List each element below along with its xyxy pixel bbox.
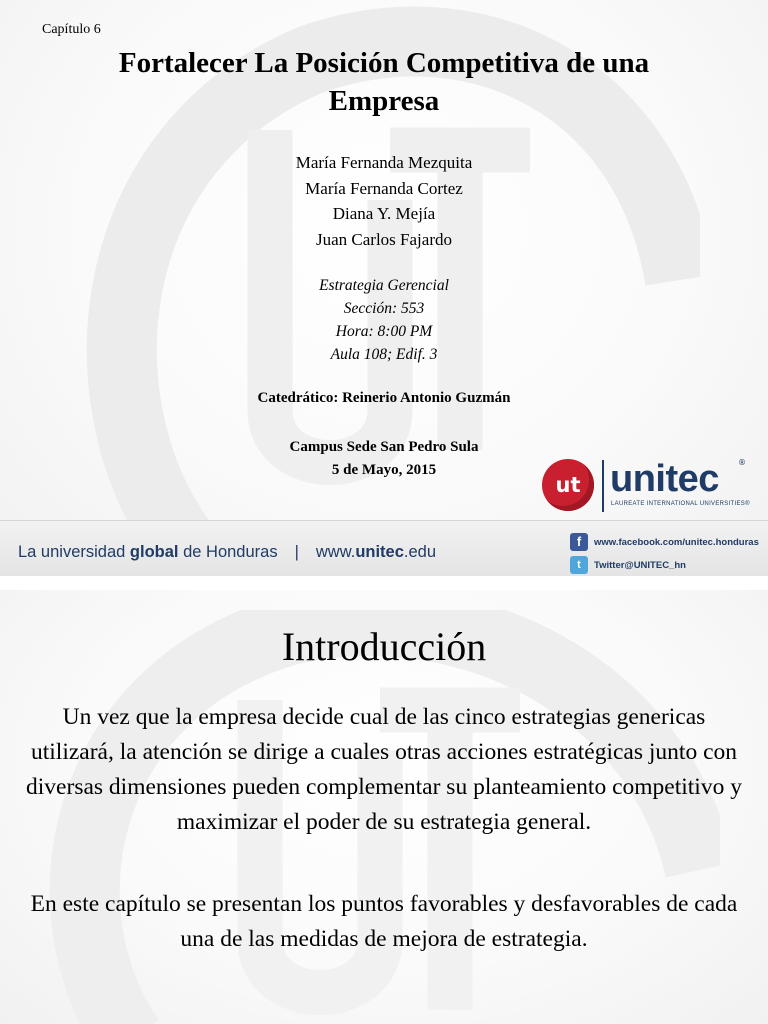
course-section: Sección: 553 (343, 300, 425, 317)
tagline-pre: La universidad (18, 543, 130, 561)
url-bold: unitec (355, 543, 404, 561)
author-name: María Fernanda Cortez (305, 178, 463, 198)
course-info (0, 274, 768, 366)
intro-paragraph: Un vez que la empresa decide cual de las cinco estrategias genericas utilizará, la atención se dirige a cuales otras acciones estratégicas junto con diversas dimensiones pueden complementar su planteamiento competitivo y maximizar el poder de su estrategia general. (26, 704, 742, 835)
course-room: Aula 108; Edif. 3 (330, 346, 438, 363)
chapter-label: Capítulo 6 (42, 22, 101, 37)
tagline-post: de Honduras (178, 543, 278, 561)
twitter-handle: Twitter@UNITEC_hn (594, 559, 686, 571)
footer-tagline (18, 543, 436, 562)
author-name: Diana Y. Mejía (332, 204, 436, 223)
logo-divider (602, 460, 604, 512)
author-name: María Fernanda Mezquita (295, 153, 473, 172)
logo-wordmark: unitec (610, 458, 719, 500)
footer-band (0, 520, 768, 576)
author-name: Juan Carlos Fajardo (316, 229, 452, 249)
presentation-date: 5 de Mayo, 2015 (331, 462, 437, 478)
title-line-2: Empresa (328, 85, 440, 117)
author-list (0, 150, 768, 252)
unitec-logo (540, 454, 752, 516)
intro-paragraph: En este capítulo se presentan los puntos favorables y desfavorables de cada una de las medidas de mejora de estrategia. (30, 891, 738, 952)
registered-mark: ® (738, 458, 746, 467)
url-post: .edu (403, 543, 437, 561)
twitter-icon: t (570, 556, 588, 574)
twitter-link[interactable] (570, 556, 686, 574)
course-name: Estrategia Gerencial (319, 277, 449, 294)
intro-slide (0, 590, 768, 1024)
facebook-icon: f (570, 533, 588, 551)
tagline-bold: global (129, 543, 179, 561)
intro-heading: Introducción (281, 624, 487, 669)
url-pre: www. (315, 543, 356, 561)
course-time: Hora: 8:00 PM (335, 323, 433, 340)
ut-badge-icon: ut (542, 459, 594, 511)
slide-title (30, 44, 738, 120)
campus-name: Campus Sede San Pedro Sula (289, 439, 479, 455)
facebook-link[interactable] (570, 533, 759, 551)
footer-separator: | (294, 543, 299, 561)
professor-name: Catedrático: Reinerio Antonio Guzmán (257, 390, 511, 406)
facebook-url: www.facebook.com/unitec.honduras (594, 536, 759, 548)
title-line-1: Fortalecer La Posición Competitiva de una (118, 47, 650, 79)
logo-tagline: LAUREATE INTERNATIONAL UNIVERSITIES® (611, 501, 750, 507)
